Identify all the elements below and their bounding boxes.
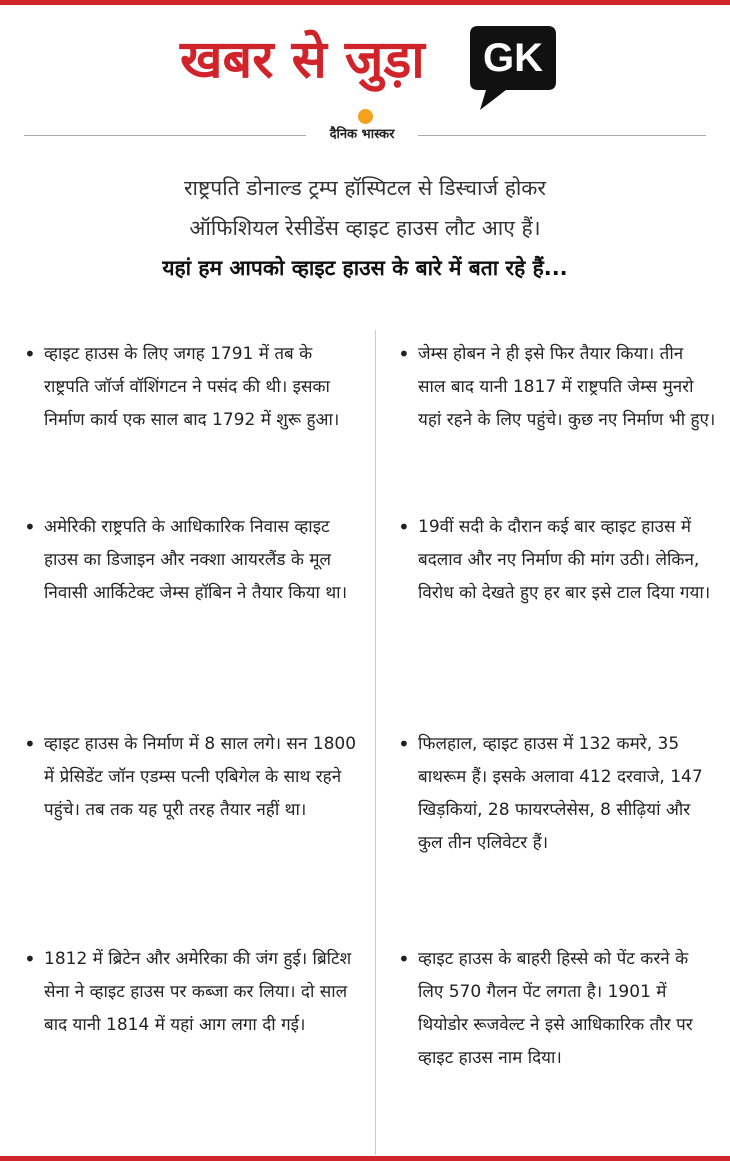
intro (20, 168, 710, 288)
list-item-text: व्हाइट हाउस के निर्माण में 8 साल लगे। सन 1800 में प्रेसिडेंट जॉन एडम्स पत्नी एबिगेल के साथ रहने पहुंचे। तब तक यह पूरी तरह तैयार नहीं था। (44, 734, 357, 820)
list-item (396, 338, 716, 437)
list-item-text: 19वीं सदी के दौरान कई बार व्हाइट हाउस में बदलाव और नए निर्माण की मांग उठी। लेकिन, विरोध को देखते हुए हर बार इसे टाल दिया गया। (418, 517, 711, 603)
bullet-icon: • (398, 947, 410, 971)
sun-logo-icon (358, 109, 373, 124)
column-divider (375, 330, 376, 1155)
list-item-text: फिलहाल, व्हाइट हाउस में 132 कमरे, 35 बाथरूम हैं। इसके अलावा 412 दरवाजे, 147 खिड़कियां, 28 फायरप्लेसेस, 8 सीढ़ियां और कुल तीन एलिवेटर हैं। (418, 734, 703, 853)
list-item-text: अमेरिकी राष्ट्रपति के आधिकारिक निवास व्हाइट हाउस का डिजाइन और नक्शा आयरलैंड के मूल निवासी आर्किटेक्ट जेम्स हॉबिन ने तैयार किया था। (44, 517, 348, 603)
list-item (22, 511, 358, 610)
bullet-icon: • (398, 515, 410, 539)
list-item (396, 943, 716, 1075)
list-item (22, 338, 358, 437)
list-item-text: व्हाइट हाउस के लिए जगह 1791 में तब के राष्ट्रपति जॉर्ज वॉशिंगटन ने पसंद की थी। इसका निर्माण कार्य एक साल बाद 1792 में शुरू हुआ। (44, 344, 340, 430)
bullet-icon: • (24, 515, 36, 539)
bullet-icon: • (24, 342, 36, 366)
intro-bold-line: यहां हम आपको व्हाइट हाउस के बारे में बता रहे हैं... (162, 256, 568, 280)
bullet-icon: • (24, 732, 36, 756)
bullet-icon: • (398, 732, 410, 756)
bullet-icon: • (24, 947, 36, 971)
headline: खबर से जुड़ा (180, 30, 425, 90)
list-item-text: जेम्स होबन ने ही इसे फिर तैयार किया। तीन साल बाद यानी 1817 में राष्ट्रपति जेम्स मुनरो यहां रहने के लिए पहुंचे। कुछ नए निर्माण भी हुए। (418, 344, 716, 430)
gk-badge-text: GK (483, 36, 543, 80)
list-item (396, 511, 716, 610)
intro-line-2: ऑफिशियल रेसीडेंस व्हाइट हाउस लौट आए हैं। (189, 216, 541, 240)
list-item (22, 943, 358, 1042)
list-item-text: व्हाइट हाउस के बाहरी हिस्से को पेंट करने के लिए 570 गैलन पेंट लगता है। 1901 में थियोडोर रूजवेल्ट ने इसे आधिकारिक तौर पर व्हाइट हाउस नाम दिया। (418, 949, 693, 1068)
brand-logo-text: दैनिक भास्कर (329, 127, 395, 142)
bullet-icon: • (398, 342, 410, 366)
list-item (22, 728, 358, 827)
header (0, 22, 730, 117)
bottom-accent-bar (0, 1156, 730, 1161)
brand-divider-left (24, 135, 306, 136)
top-accent-bar (0, 0, 730, 5)
intro-line-1: राष्ट्रपति डोनाल्ड ट्रम्प हॉस्पिटल से डिस्चार्ज होकर (183, 176, 547, 200)
gk-speech-bubble-icon (470, 26, 556, 110)
brand-divider-right (418, 135, 706, 136)
list-item (396, 728, 716, 860)
brand-row (0, 108, 730, 142)
list-item-text: 1812 में ब्रिटेन और अमेरिका की जंग हुई। ब्रिटिश सेना ने व्हाइट हाउस पर कब्जा कर लिया। दो साल बाद यानी 1814 में यहां आग लगा दी गई। (44, 949, 352, 1035)
